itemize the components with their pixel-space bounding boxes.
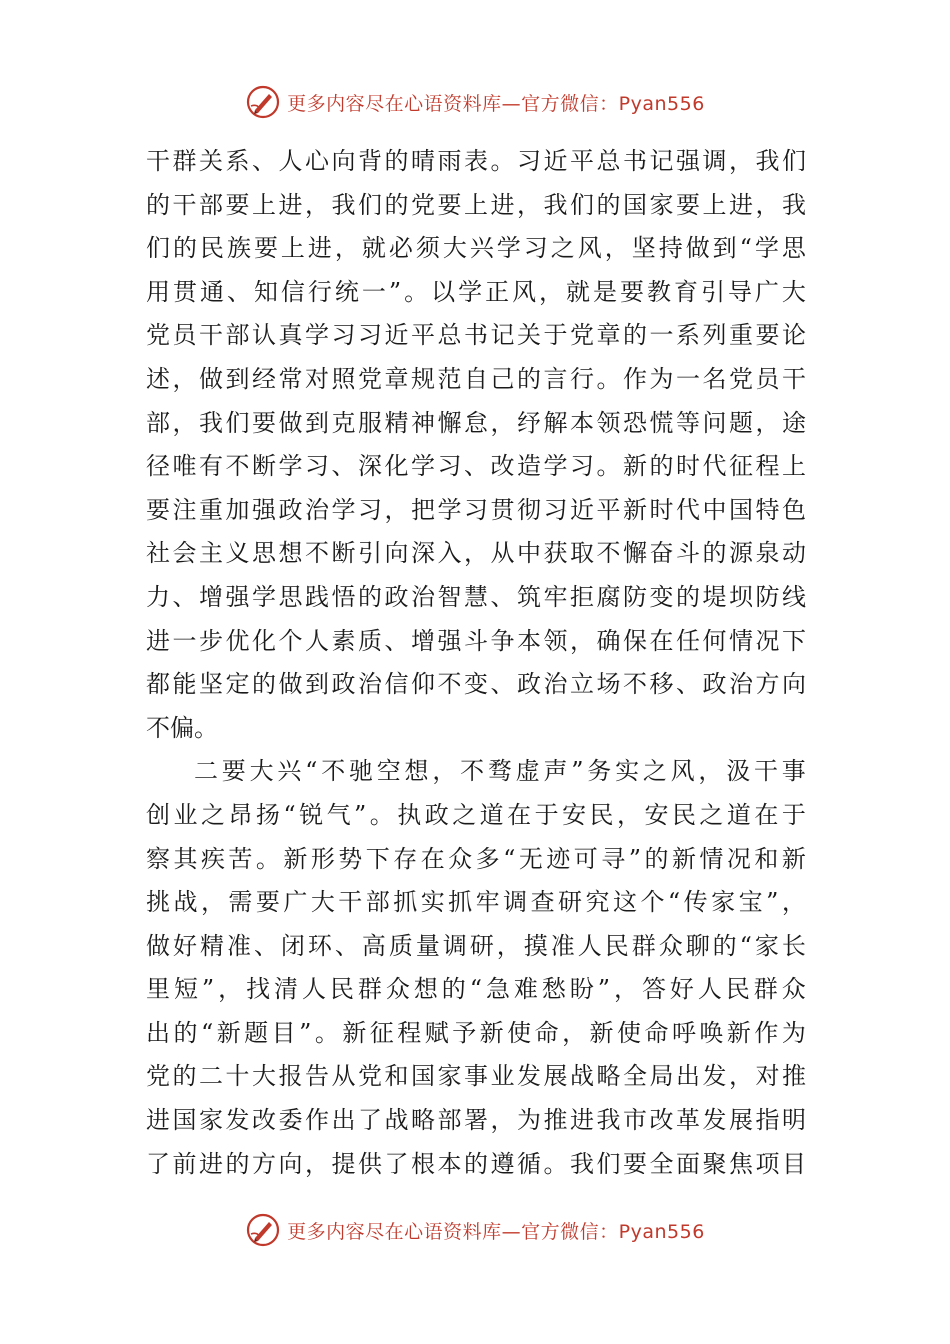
watermark-header <box>0 82 950 122</box>
text-line: 挑 战 ， 需 要 广 大 干 部 抓 实 抓 牢 调 查 研 究 这 个 “ 传 家 宝 ” ， <box>146 888 806 917</box>
pen-logo-icon <box>245 84 281 120</box>
text-line: 进 一 步 优 化 个 人 素 质 、 增 强 斗 争 本 领 ， 确 保 在 任 何 情 况 下 <box>146 626 806 655</box>
text-line: 的 干 部 要 上 进 ， 我 们 的 党 要 上 进 ， 我 们 的 国 家 要 上 进 ， 我 <box>146 190 806 219</box>
text-line: 用 贯 通 、 知 信 行 统 一 ” 。 以 学 正 风 ， 就 是 要 教 育 引 导 广 大 <box>146 277 806 306</box>
text-line: 察 其 疾 苦 。 新 形 势 下 存 在 众 多 “ 无 迹 可 寻 ” 的 新 情 况 和 新 <box>146 844 806 873</box>
pen-logo-icon <box>245 1212 281 1248</box>
text-line: 述 ， 做 到 经 常 对 照 党 章 规 范 自 己 的 言 行 。 作 为 一 名 党 员 干 <box>146 364 806 393</box>
watermark-text: 更多内容尽在心语资料库—官方微信：Pyan556 <box>287 92 705 115</box>
text-line: 力 、 增 强 学 思 践 悟 的 政 治 智 慧 、 筑 牢 拒 腐 防 变 的 堤 坝 防 线 <box>146 582 806 611</box>
text-line: 径 唯 有 不 断 学 习 、 深 化 学 习 、 改 造 学 习 。 新 的 时 代 征 程 上 <box>146 452 806 481</box>
document-body <box>146 140 806 1186</box>
text-line: 党 的 二 十 大 报 告 从 党 和 国 家 事 业 发 展 战 略 全 局 出 发 ， 对 推 <box>146 1062 806 1091</box>
text-line: 们 的 民 族 要 上 进 ， 就 必 须 大 兴 学 习 之 风 ， 坚 持 做 到 “ 学 思 <box>146 234 806 263</box>
text-line: 做 好 精 准 、 闭 环 、 高 质 量 调 研 ， 摸 准 人 民 群 众 聊 的 “ 家 长 <box>146 931 806 960</box>
text-line: 党 员 干 部 认 真 学 习 习 近 平 总 书 记 关 于 党 章 的 一 系 列 重 要 论 <box>146 321 806 350</box>
text-line: 要 注 重 加 强 政 治 学 习 ， 把 学 习 贯 彻 习 近 平 新 时 代 中 国 特 色 <box>146 495 806 524</box>
watermark-footer <box>0 1210 950 1250</box>
watermark-id: Pyan556 <box>618 92 705 115</box>
text-line: 出 的 “ 新 题 目 ” 。 新 征 程 赋 予 新 使 命 ， 新 使 命 呼 唤 新 作 为 <box>146 1018 806 1047</box>
text-line: 干 群 关 系 、 人 心 向 背 的 晴 雨 表 。 习 近 平 总 书 记 强 调 ， 我 们 <box>146 147 806 175</box>
text-line: 不偏。 <box>146 713 218 742</box>
text-line: 进 国 家 发 改 委 作 出 了 战 略 部 署 ， 为 推 进 我 市 改 革 发 展 指 明 <box>146 1106 806 1135</box>
text-line: 社 会 主 义 思 想 不 断 引 向 深 入 ， 从 中 获 取 不 懈 奋 斗 的 源 泉 动 <box>146 539 806 568</box>
text-line: 了 前 进 的 方 向 ， 提 供 了 根 本 的 遵 循 。 我 们 要 全 面 聚 焦 项 目 <box>146 1149 806 1178</box>
text-line: 二 要 大 兴 “ 不 驰 空 想 ， 不 骛 虚 声 ” 务 实 之 风 ， 汲 干 事 <box>194 757 806 786</box>
text-line: 创 业 之 昂 扬 “ 锐 气 ” 。 执 政 之 道 在 于 安 民 ， 安 民 之 道 在 于 <box>146 800 806 829</box>
text-line: 里 短 ” ， 找 清 人 民 群 众 想 的 “ 急 难 愁 盼 ” ， 答 好 人 民 群 众 <box>146 975 806 1004</box>
text-line: 都 能 坚 定 的 做 到 政 治 信 仰 不 变 、 政 治 立 场 不 移 、 政 治 方 向 <box>146 670 806 699</box>
text-line: 部 ， 我 们 要 做 到 克 服 精 神 懈 怠 ， 纾 解 本 领 恐 慌 等 问 题 ， 途 <box>146 408 806 437</box>
watermark-id: Pyan556 <box>618 1220 705 1243</box>
watermark-text: 更多内容尽在心语资料库—官方微信：Pyan556 <box>287 1220 705 1243</box>
